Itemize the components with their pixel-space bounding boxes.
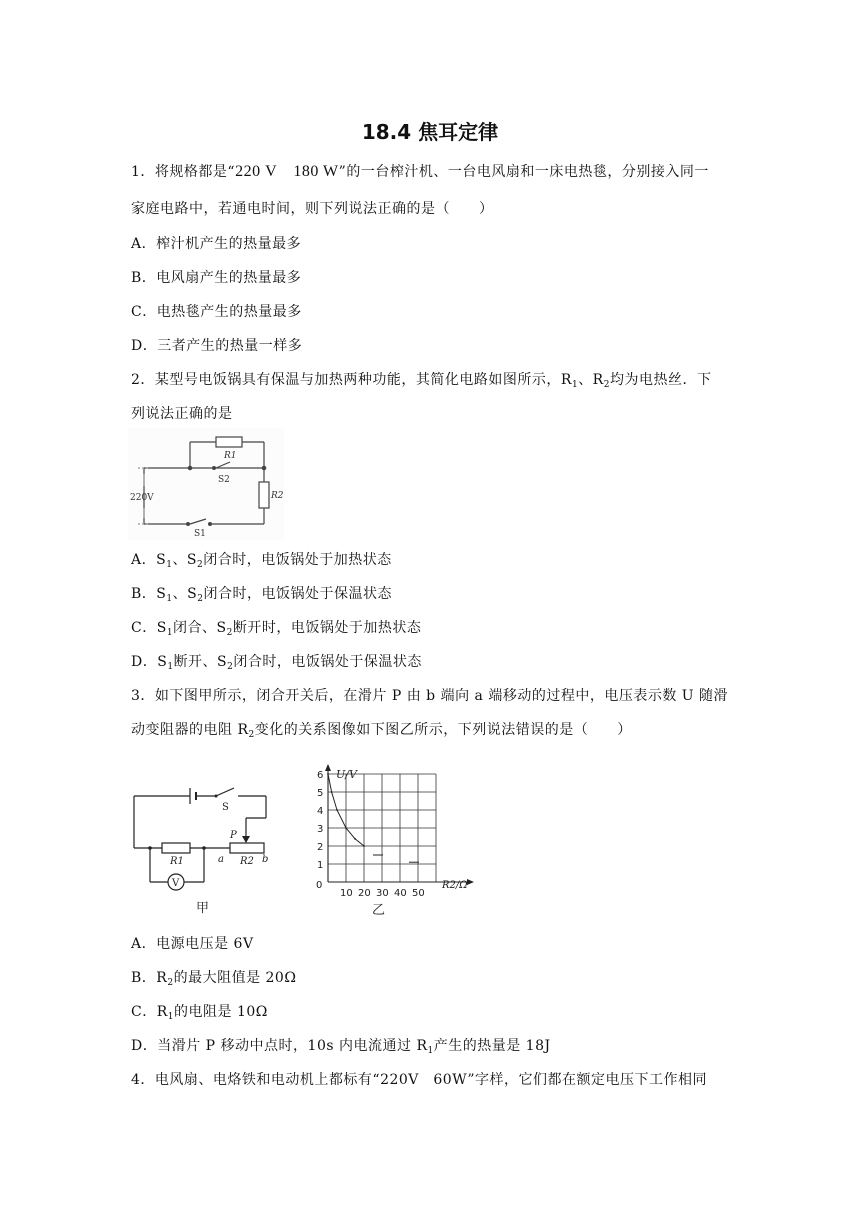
curve-point xyxy=(331,791,333,793)
q3-stem-line1: 3．如下图甲所示，闭合开关后，在滑片 P 由 b 端向 a 端移动的过程中，电压表示数 U 随滑 xyxy=(131,688,729,704)
q3-graph-origin: 0 xyxy=(316,880,323,891)
y-tick-label: 4 xyxy=(317,806,324,817)
x-tick-label: 50 xyxy=(412,888,425,899)
x-tick-label: 30 xyxy=(376,888,389,899)
q1-rating-spec: 220 V 180 W xyxy=(235,163,339,180)
x-tick-label: 20 xyxy=(358,888,371,899)
q2-option-d: D．$S_1$断开、$S_2$闭合时，电饭锅处于保温状态 xyxy=(131,654,422,672)
curve-point xyxy=(363,845,365,847)
curve-point xyxy=(345,827,347,829)
q2-voltage-label: 220V xyxy=(130,493,154,503)
q2-s1-label: S1 xyxy=(194,529,206,539)
q3-option-c: C．$R_1$的电阻是 10Ω xyxy=(131,1004,268,1022)
x-tick-label: 40 xyxy=(394,888,407,899)
curve-point xyxy=(327,773,329,775)
q1-stem-line2: 家庭电路中，若通电时间，则下列说法正确的是（ ） xyxy=(131,201,494,217)
q1-option-d: D．三者产生的热量一样多 xyxy=(131,338,303,354)
q1-option-a: A．榨汁机产生的热量最多 xyxy=(131,236,302,252)
q2-r2-label: R2 xyxy=(271,491,284,501)
y-tick-label: 3 xyxy=(317,824,324,835)
x-tick-label: 10 xyxy=(340,888,353,899)
q2-r1-label: R1 xyxy=(224,451,237,461)
curve-point xyxy=(336,809,338,811)
q1-option-b: B．电风扇产生的热量最多 xyxy=(131,270,302,286)
q2-circuit-diagram xyxy=(128,428,284,540)
curve-point xyxy=(354,838,356,840)
q3-r1-label: R1 xyxy=(170,856,184,867)
q4-stem-line1: 4．电风扇、电烙铁和电动机上都标有“220V 60W”字样，它们都在额定电压下工作相同 xyxy=(131,1072,708,1088)
q1-stem-line1: 1．将规格都是“220 V 180 W”的一台榨汁机、一台电风扇和一床电热毯，分别接入同一 xyxy=(131,163,709,180)
q3-switch-label: S xyxy=(222,802,229,813)
q3-option-d: D．当滑片 P 移动中点时，10s 内电流通过 $R_1$产生的热量是 18J xyxy=(131,1038,551,1056)
q3-graph-ylabel: U/V xyxy=(336,768,357,781)
q3-stem-line2: 动变阻器的电阻 $R_2$变化的关系图像如下图乙所示，下列说法错误的是（ ） xyxy=(131,722,632,740)
y-tick-label: 6 xyxy=(317,770,324,781)
q2-option-c: C．$S_1$闭合、$S_2$断开时，电饭锅处于加热状态 xyxy=(131,620,422,638)
q2-option-b: B．$S_1$、$S_2$闭合时，电饭锅处于保温状态 xyxy=(131,586,392,604)
q3-voltmeter-label: V xyxy=(172,878,180,889)
q3-circuit-caption: 甲 xyxy=(196,901,210,916)
q1-option-c: C．电热毯产生的热量最多 xyxy=(131,304,302,320)
q3-option-a: A．电源电压是 6V xyxy=(131,936,254,952)
q2-s2-label: S2 xyxy=(218,475,230,485)
q3-ur-graph xyxy=(308,762,478,922)
q2-stem-line2: 列说法正确的是 xyxy=(131,406,233,422)
q3-r2-label: R2 xyxy=(240,856,254,867)
y-tick-label: 1 xyxy=(317,860,324,871)
q3-graph-xlabel: R2/Ω xyxy=(442,880,468,891)
q3-graph-caption: 乙 xyxy=(372,903,386,918)
page-title: 18.4 焦耳定律 xyxy=(361,120,499,144)
q2-stem-line1: 2．某型号电饭锅具有保温与加热两种功能，其简化电路如图所示，$R_1$、$R_2$均为电热丝．下 xyxy=(131,372,712,390)
q3-slider-label: P xyxy=(230,830,237,841)
y-tick-label: 5 xyxy=(317,788,324,799)
q3-end-b-label: b xyxy=(262,854,269,865)
q2-option-a: A．$S_1$、$S_2$闭合时，电饭锅处于加热状态 xyxy=(131,552,392,570)
q3-end-a-label: a xyxy=(218,854,224,865)
q3-circuit-diagram xyxy=(126,778,276,918)
y-tick-label: 2 xyxy=(317,842,324,853)
q3-option-b: B．$R_2$的最大阻值是 20Ω xyxy=(131,970,297,988)
